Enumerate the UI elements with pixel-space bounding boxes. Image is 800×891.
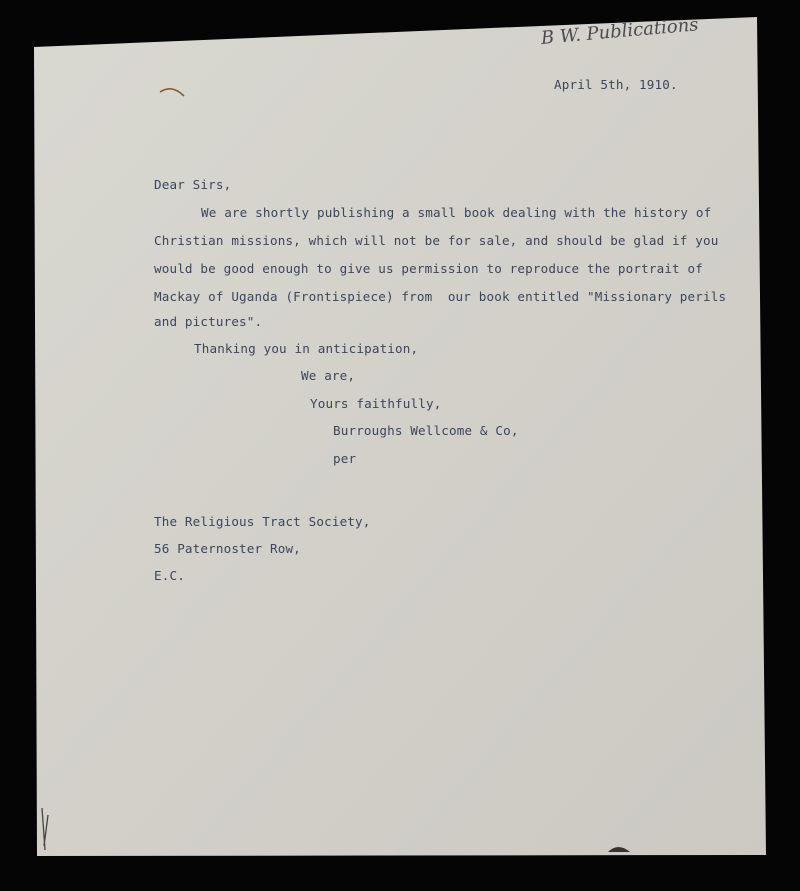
body-line: Christian missions, which will not be for sale, and should be glad if you [154,233,719,248]
recipient-district: E.C. [154,568,185,583]
closing-yours: Yours faithfully, [310,396,442,411]
handwritten-annotation: B W. Publications [540,14,700,49]
salutation: Dear Sirs, [154,177,232,192]
body-line: would be good enough to give us permission to reproduce the portrait of [154,261,703,276]
thanks-line: Thanking you in anticipation, [194,341,419,356]
letter-date: April 5th, 1910. [554,77,678,92]
signatory-per: per [333,451,357,466]
recipient-name: The Religious Tract Society, [154,514,371,529]
closing-we-are: We are, [301,368,356,383]
body-line: Mackay of Uganda (Frontispiece) from our book entitled "Missionary perils [154,289,727,304]
body-line: We are shortly publishing a small book dealing with the history of [201,205,712,220]
recipient-street: 56 Paternoster Row, [154,541,301,556]
signatory-company: Burroughs Wellcome & Co, [333,423,519,438]
body-line: and pictures". [154,314,263,329]
